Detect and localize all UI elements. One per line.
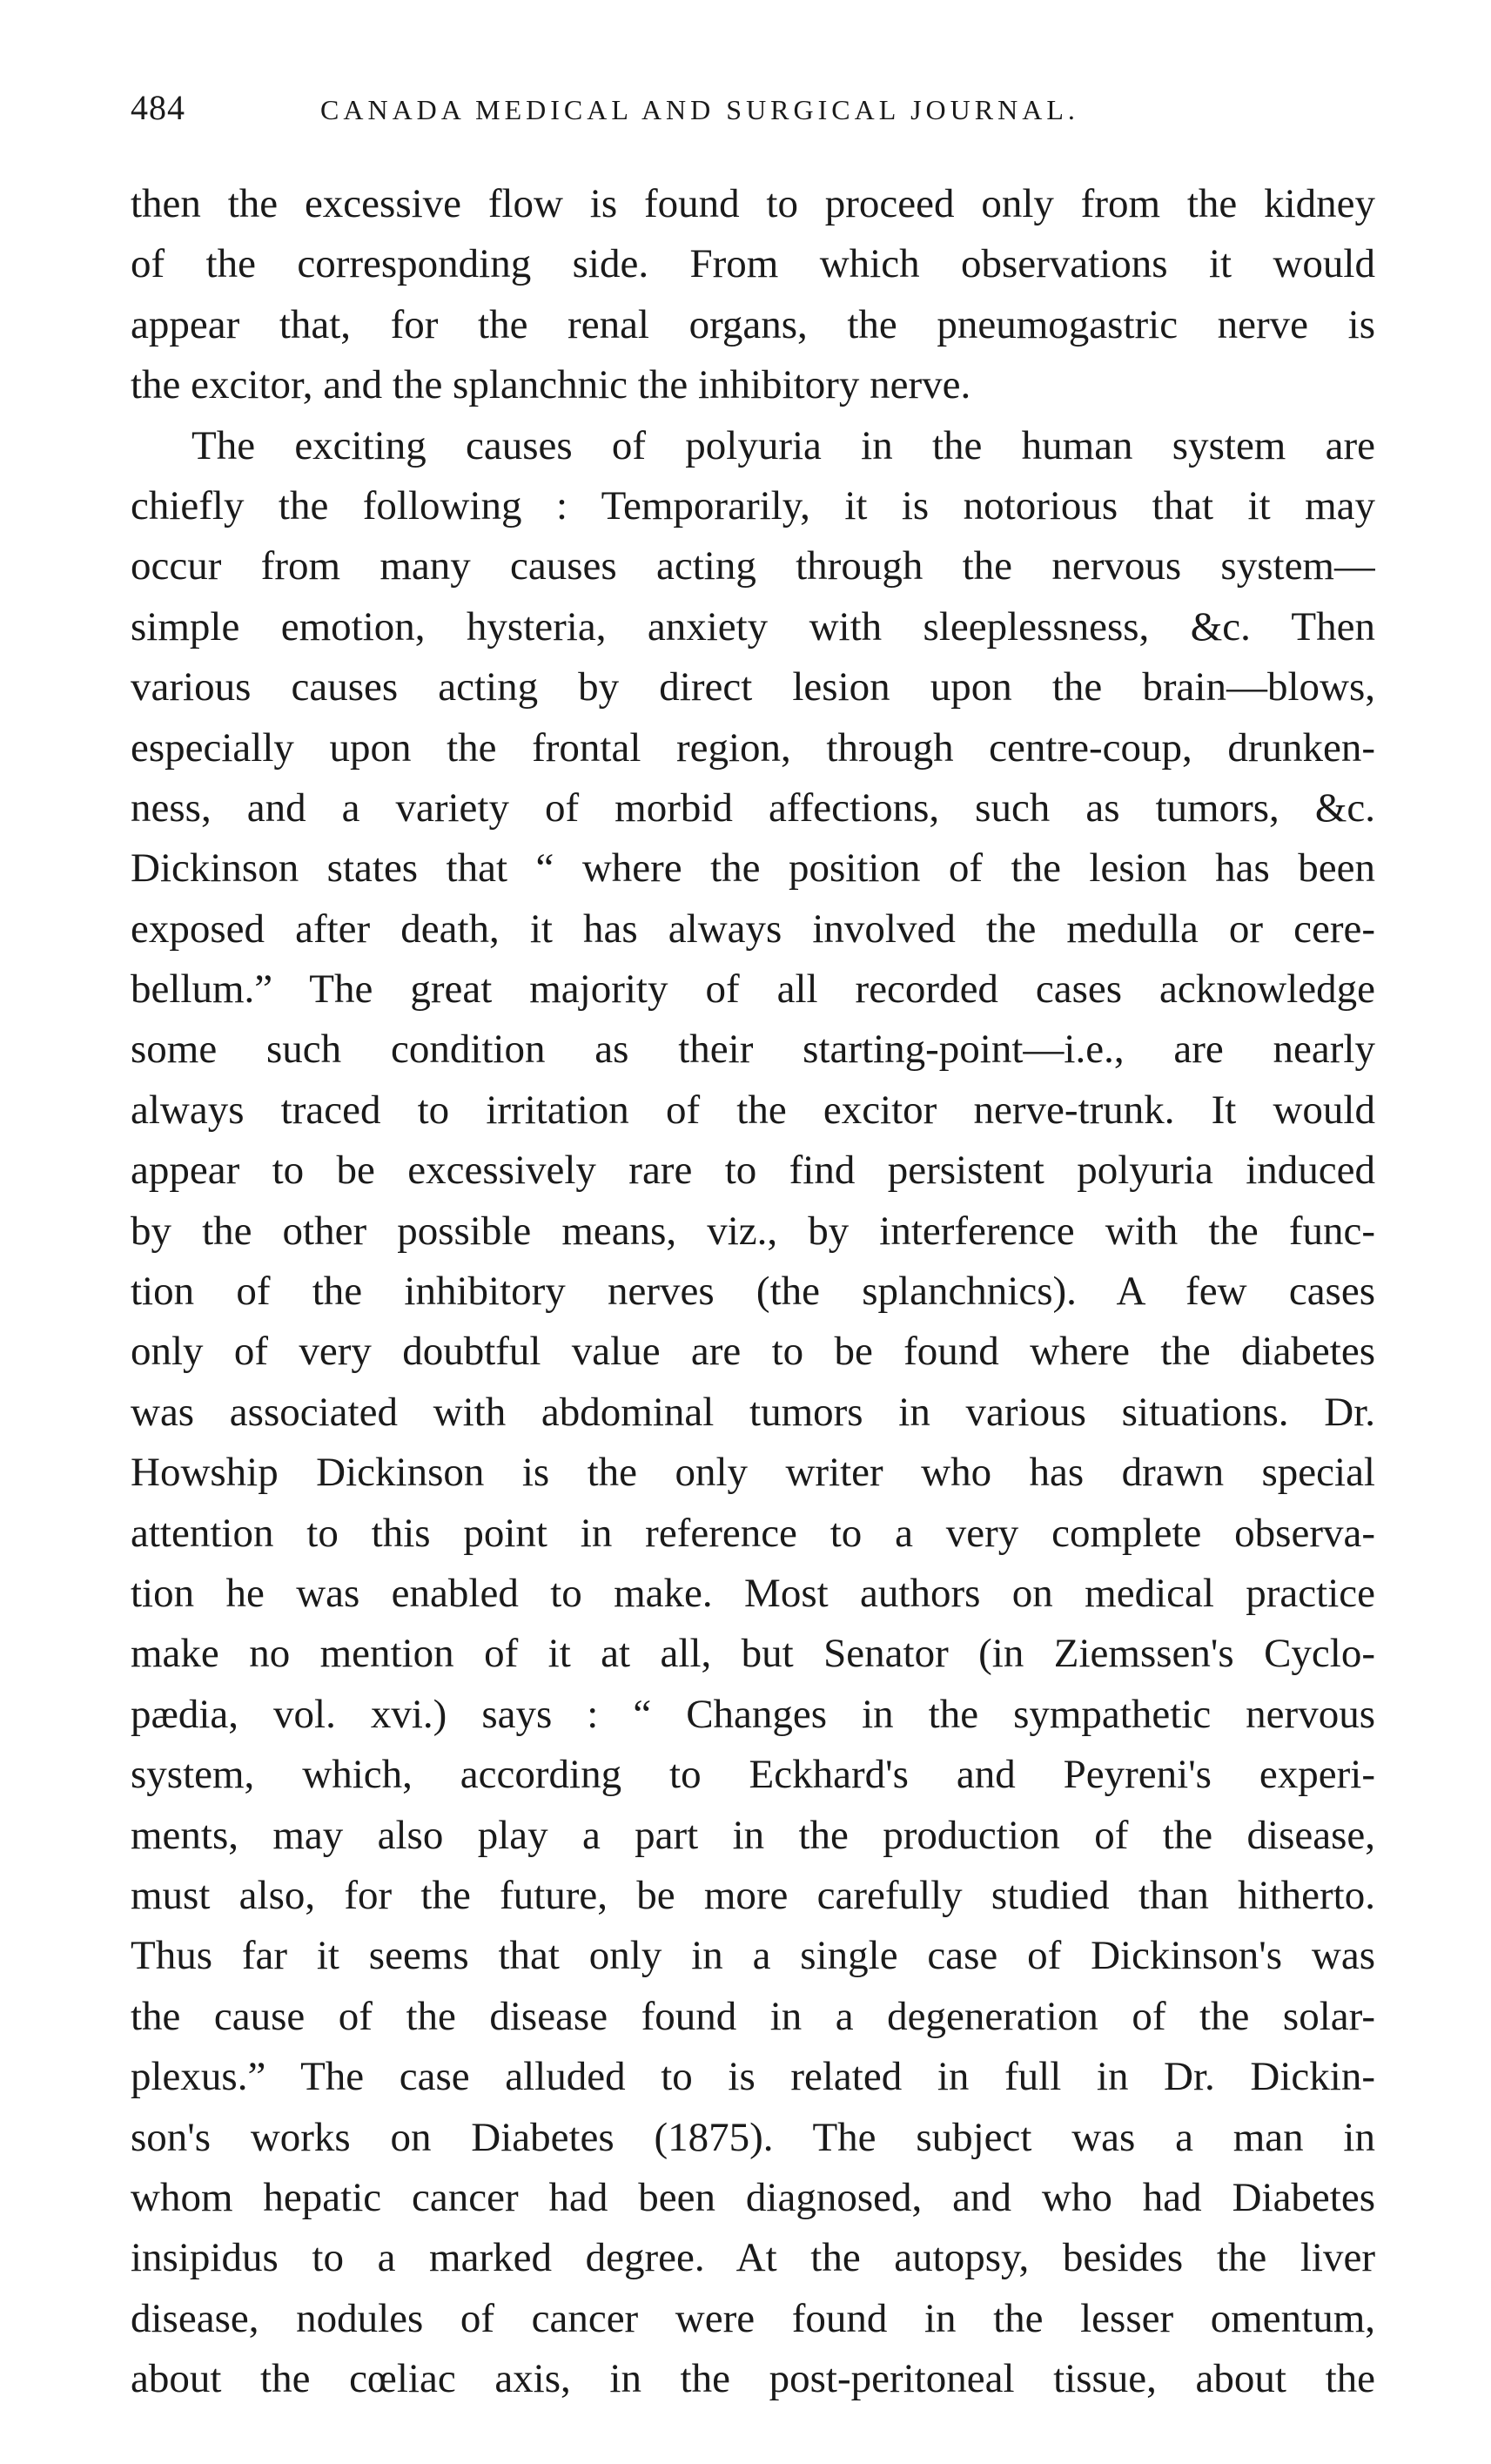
text-line: various causes acting by direct lesion upon the brain—blows, (131, 664, 1375, 710)
text-line: simple emotion, hysteria, anxiety with sleeplessness, &c. Then (131, 603, 1375, 650)
text-line: attention to this point in reference to a very complete observa- (131, 1510, 1375, 1556)
text-line: Howship Dickinson is the only writer who has drawn special (131, 1450, 1375, 1496)
text-line: plexus.” The case alluded to is related in full in Dr. Dickin- (131, 2054, 1375, 2100)
text-line: then the excessive flow is found to proceed only from the kidney (131, 181, 1375, 226)
text-line: make no mention of it at all, but Senator (in Ziemssen's Cyclo- (131, 1631, 1375, 1677)
text-line: some such condition as their starting-point—i.e., are nearly (131, 1027, 1375, 1073)
text-line: of the corresponding side. From which observations it would (131, 241, 1375, 287)
text-line: system, which, according to Eckhard's and Peyreni's experi- (131, 1752, 1375, 1798)
journal-title: CANADA MEDICAL AND SURGICAL JOURNAL. (320, 94, 1079, 125)
text-line: exposed after death, it has always involved the medulla or cere- (131, 905, 1375, 952)
text-line: son's works on Diabetes (1875). The subject was a man in (131, 2114, 1375, 2160)
text-line: bellum.” The great majority of all recorded cases acknowledge (131, 966, 1375, 1013)
text-line: disease, nodules of cancer were found in the lesser omentum, (131, 2295, 1375, 2341)
text-line: tion he was enabled to make. Most authors on medical practice (131, 1570, 1375, 1616)
text-line: insipidus to a marked degree. At the autopsy, besides the liver (131, 2235, 1375, 2281)
text-line: appear to be excessively rare to find persistent polyuria induced (131, 1148, 1375, 1194)
text-line: ments, may also play a part in the production of the disease, (131, 1812, 1375, 1858)
body-text (131, 174, 1375, 2409)
text-line: by the other possible means, viz., by interference with the func- (131, 1208, 1375, 1254)
text-line: The exciting causes of polyuria in the human system are (191, 422, 1375, 468)
text-line: always traced to irritation of the excitor nerve-trunk. It would (131, 1087, 1375, 1133)
running-head (131, 87, 1375, 139)
text-line: especially upon the frontal region, through centre-coup, drunken- (131, 724, 1375, 771)
text-line: the cause of the disease found in a degeneration of the solar- (131, 1993, 1375, 2039)
text-line: must also, for the future, be more carefully studied than hitherto. (131, 1872, 1375, 1918)
text-line: ness, and a variety of morbid affections, such as tumors, &c. (131, 784, 1375, 831)
text-line: chiefly the following : Temporarily, it is notorious that it may (131, 482, 1375, 528)
text-line: the excitor, and the splanchnic the inhibitory nerve. (131, 362, 971, 408)
page-number: 484 (131, 88, 185, 127)
text-line: appear that, for the renal organs, the pneumogastric nerve is (131, 301, 1375, 347)
text-line: whom hepatic cancer had been diagnosed, and who had Diabetes (131, 2174, 1375, 2220)
text-line: only of very doubtful value are to be found where the diabetes (131, 1329, 1375, 1375)
text-line: tion of the inhibitory nerves (the splanchnics). A few cases (131, 1269, 1375, 1315)
text-line: was associated with abdominal tumors in various situations. Dr. (131, 1389, 1375, 1435)
text-line: Dickinson states that “ where the position of the lesion has been (131, 845, 1375, 892)
text-line: occur from many causes acting through the nervous system— (131, 543, 1375, 589)
text-line: pædia, vol. xvi.) says : “ Changes in the sympathetic nervous (131, 1691, 1375, 1737)
text-line: Thus far it seems that only in a single case of Dickinson's was (131, 1933, 1375, 1979)
text-line: about the cœliac axis, in the post-peritoneal tissue, about the (131, 2356, 1375, 2402)
